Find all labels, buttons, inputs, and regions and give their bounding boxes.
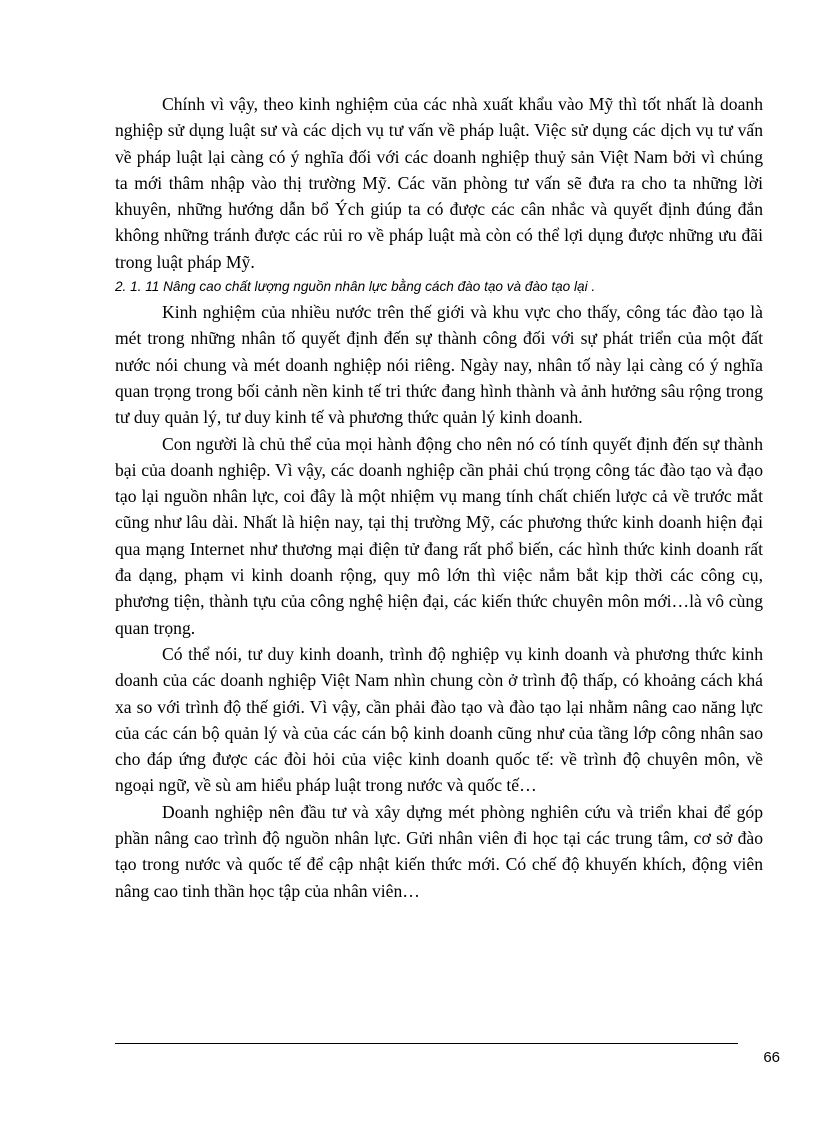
page-body	[115, 91, 763, 904]
page-number: 66	[763, 1049, 780, 1066]
paragraph-research-investment: Doanh nghiệp nên đầu tư và xây dựng mét phòng nghiên cứu và triển khai để góp phần nâng cao trình độ nguồn nhân lực. Gửi nhân viên đi học tại các trung tâm, cơ sở đào tạo trong nước và quốc tế để cập nhật kiến thức mới. Có chế độ khuyến khích, động viên nâng cao tinh thần học tập của nhân viên…	[115, 801, 763, 901]
paragraph-training-experience: Kinh nghiệm của nhiều nước trên thế giới và khu vực cho thấy, công tác đào tạo là mét trong những nhân tố quyết định đến sự thành công đối với sự phát triển của một đất nước nói chung và mét doanh nghiệp nói riêng. Ngày nay, nhân tố này lại càng có ý nghĩa quan trọng trong bối cảnh nền kinh tế tri thức đang hình thành và ảnh hưởng sâu rộng trong tư duy quản lý, tư duy kinh tế và phương thức quản lý kinh doanh.	[115, 302, 763, 428]
footer-divider	[115, 1043, 738, 1044]
paragraph-human-factor: Con người là chủ thể của mọi hành động cho nên nó có tính quyết định đến sự thành bại của doanh nghiệp. Vì vậy, các doanh nghiệp cần phải chú trọng công tác đào tạo và đạo tạo lại nguồn nhân lực, coi đây là một nhiệm vụ mang tính chất chiến lược cả về trước mắt cũng như lâu dài. Nhất là hiện nay, tại thị trường Mỹ, các phương thức kinh doanh hiện đại qua mạng Internet như thương mại điện tử đang rất phổ biến, các hình thức kinh doanh rất đa dạng, phạm vi kinh doanh rộng, quy mô lớn thì việc nắm bắt kịp thời các công cụ, phương tiện, thành tựu của công nghệ hiện đại, các kiến thức chuyên môn mới…là vô cùng quan trọng.	[115, 433, 763, 638]
section-heading: 2. 1. 11 Nâng cao chất lượng nguồn nhân lực bằng cách đào tạo và đào tạo lại .	[115, 279, 596, 295]
paragraph-business-thinking: Có thể nói, tư duy kinh doanh, trình độ nghiệp vụ kinh doanh và phương thức kinh doanh của các doanh nghiệp Việt Nam nhìn chung còn ở trình độ thấp, có khoảng cách khá xa so với trình độ thế giới. Vì vậy, cần phải đào tạo và đào tạo lại nhằm nâng cao năng lực của các cán bộ quản lý và của các cán bộ kinh doanh cũng như của tầng lớp công nhân sao cho đáp ứng được các đòi hỏi của việc kinh doanh quốc tế: về trình độ chuyên môn, về ngoại ngữ, về sù am hiểu pháp luật trong nước và quốc tế…	[115, 643, 763, 796]
paragraph-legal-advice: Chính vì vậy, theo kinh nghiệm của các nhà xuất khẩu vào Mỹ thì tốt nhất là doanh nghiệp sử dụng luật sư và các dịch vụ tư vấn về pháp luật. Việc sử dụng các dịch vụ tư vấn về pháp luật lại càng có ý nghĩa đối với các doanh nghiệp thuỷ sản Việt Nam bởi vì chúng ta mới thâm nhập vào thị trường Mỹ. Các văn phòng tư vấn sẽ đưa ra cho ta những lời khuyên, những hướng dẫn bổ Ých giúp ta có được các cân nhắc và quyết định đúng đắn không những tránh được các rủi ro về pháp luật mà còn có thể lợi dụng được những ưu đãi trong luật pháp Mỹ.	[115, 94, 763, 272]
